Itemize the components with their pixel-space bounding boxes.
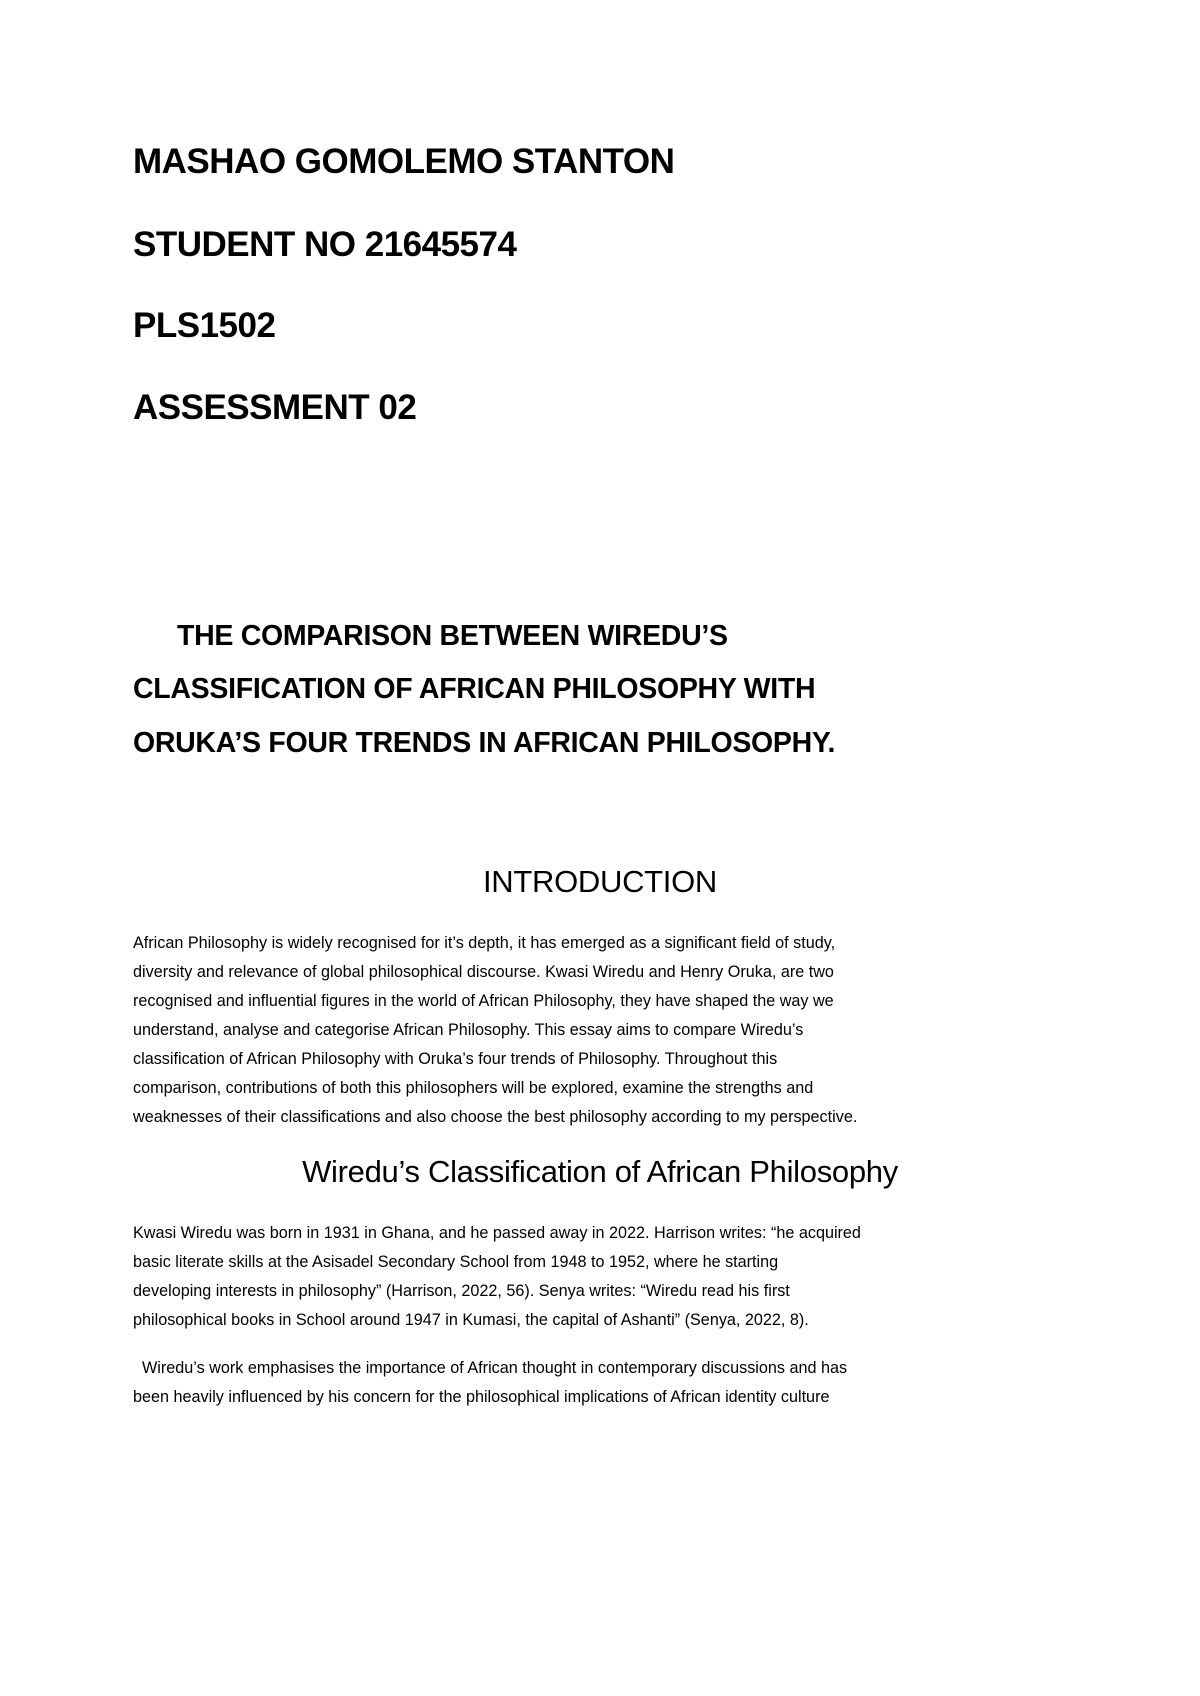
- introduction-heading: INTRODUCTION: [482, 864, 718, 899]
- intro-line: diversity and relevance of global philosophical discourse. Kwasi Wiredu and Henry Oruka, are two: [133, 963, 834, 981]
- essay-title-line: CLASSIFICATION OF AFRICAN PHILOSOPHY WITH: [133, 673, 816, 705]
- intro-line: comparison, contributions of both this philosophers will be explored, examine the strengths and: [133, 1079, 814, 1097]
- assessment-label: ASSESSMENT 02: [133, 388, 417, 427]
- module-code: PLS1502: [133, 306, 276, 345]
- wiredu-section-heading: Wiredu’s Classification of African Philosophy: [302, 1154, 898, 1189]
- essay-title-line: ORUKA’S FOUR TRENDS IN AFRICAN PHILOSOPHY.: [133, 727, 836, 759]
- intro-line: classification of African Philosophy with Oruka’s four trends of Philosophy. Throughout this: [133, 1050, 778, 1068]
- wiredu-para-line: developing interests in philosophy” (Harrison, 2022, 56). Senya writes: “Wiredu read his first: [133, 1282, 790, 1300]
- essay-title-line: THE COMPARISON BETWEEN WIREDU’S: [177, 620, 728, 652]
- wiredu-para-line: basic literate skills at the Asisadel Secondary School from 1948 to 1952, where he starting: [133, 1253, 779, 1271]
- wiredu-para-line: been heavily influenced by his concern for the philosophical implications of African identity culture: [133, 1388, 830, 1406]
- student-number: STUDENT NO 21645574: [133, 225, 517, 264]
- author-name: MASHAO GOMOLEMO STANTON: [133, 142, 675, 181]
- intro-line: African Philosophy is widely recognised for it’s depth, it has emerged as a significant field of study,: [133, 934, 836, 952]
- intro-line: understand, analyse and categorise African Philosophy. This essay aims to compare Wiredu’s: [133, 1021, 804, 1039]
- intro-line: weaknesses of their classifications and also choose the best philosophy according to my perspective.: [133, 1108, 858, 1126]
- wiredu-para-line: philosophical books in School around 1947 in Kumasi, the capital of Ashanti” (Senya, 2022, 8).: [133, 1311, 809, 1329]
- wiredu-para-line: Kwasi Wiredu was born in 1931 in Ghana, and he passed away in 2022. Harrison writes: “he acquired: [133, 1224, 861, 1242]
- intro-line: recognised and influential figures in the world of African Philosophy, they have shaped the way we: [133, 992, 834, 1010]
- wiredu-para-line: Wiredu’s work emphasises the importance of African thought in contemporary discussions and has: [133, 1359, 848, 1377]
